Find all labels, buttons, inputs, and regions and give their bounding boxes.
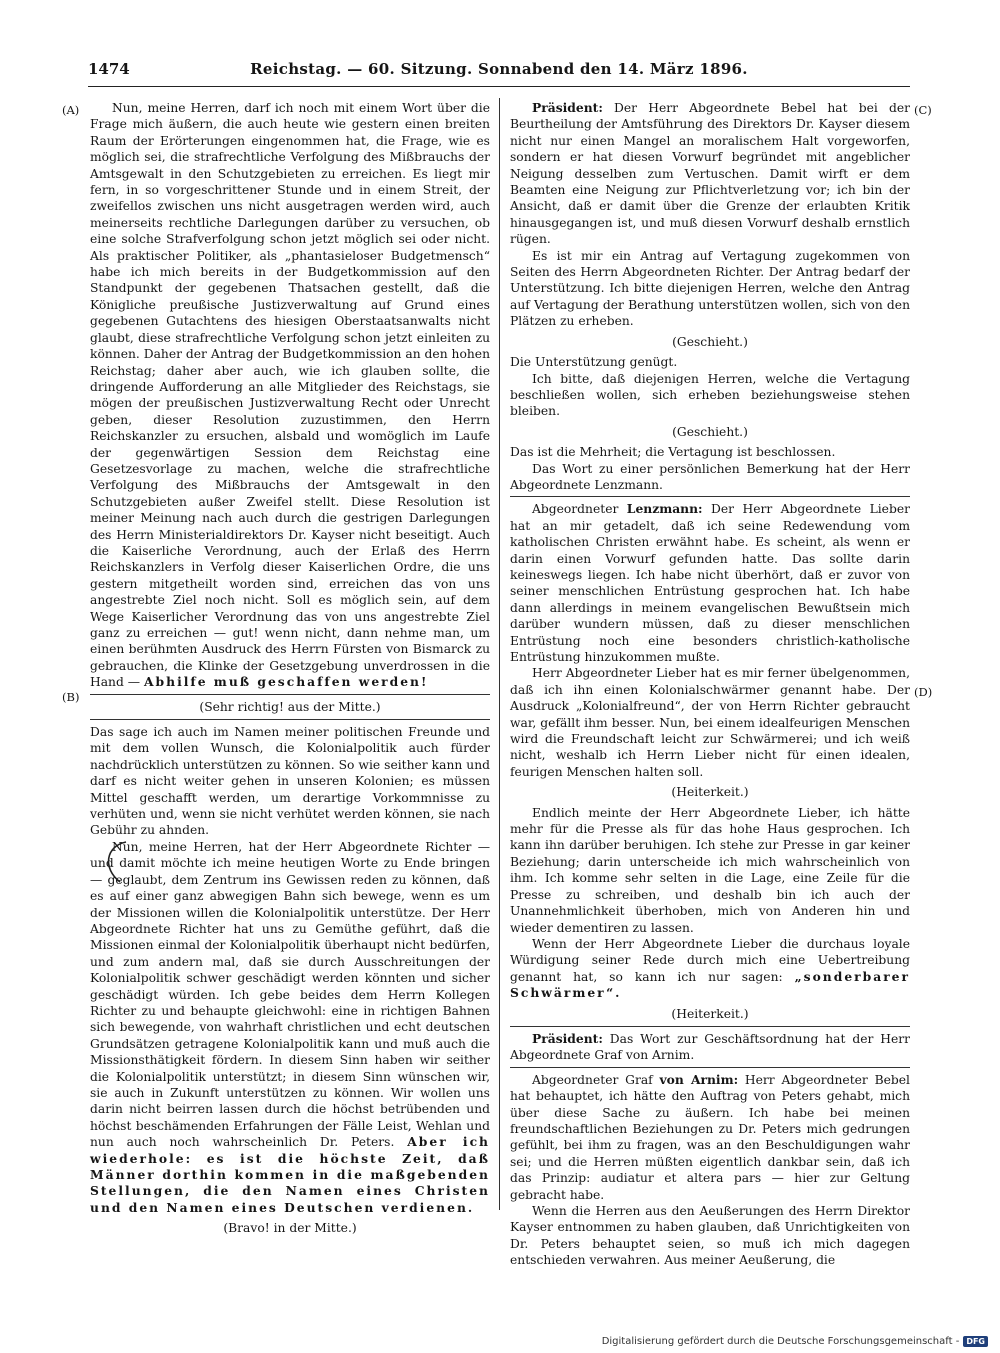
paragraph: Das ist die Mehrheit; die Vertagung ist beschlossen. [510, 445, 836, 460]
paragraph: Endlich meinte der Herr Abgeordnete Lieber, ich hätte mehr für die Presse als für das hohe Haus gesprochen. Ich kann ihn darüber beruhigen. Ich stehe zur Presse in gar keiner Beziehung; darin unterscheide ich mich wahrscheinlich von ihm. Ich komme sehr selten in die Lage, eine Zeile für die Presse zu schreiben, und deshalb bin ich auch der Unannehmlichkeit überhoben, mich von Anderen hin und wieder dementiren zu lassen. [510, 805, 910, 935]
paragraph: Ich bitte, daß diejenigen Herren, welche die Vertagung beschließen wollen, sich erheben beziehungsweise stehen bleiben. [510, 371, 910, 419]
speaker-name: von Arnim: [659, 1071, 739, 1087]
handwritten-bracket-mark [98, 838, 138, 886]
interjection: (Sehr richtig! aus der Mitte.) [199, 699, 381, 714]
speaker-name: Lenzmann: [626, 501, 703, 517]
footer [602, 1336, 988, 1347]
speech-president: Präsident: Das Wort zur Geschäftsordnung hat der Herr Abgeordnete Graf von Arnim. [510, 1030, 910, 1063]
footer-credit: Digitalisierung gefördert durch die Deutsche Forschungsgemeinschaft - [601, 1336, 960, 1347]
interjection: (Geschieht.) [672, 424, 748, 439]
interjection: (Heiterkeit.) [671, 1006, 749, 1021]
interjection: (Heiterkeit.) [671, 785, 749, 800]
margin-mark-d: (D) [914, 685, 933, 699]
interjection: (Geschieht.) [672, 334, 748, 349]
running-head: Reichstag. — 60. Sitzung. Sonnabend den 14. März 1896. [250, 60, 748, 78]
paragraph: Das sage ich auch im Namen meiner politischen Freunde und mit dem vollen Wunsch, die Kolonialpolitik auch fürder nachdrücklich unterstützen zu können. So wie seither kann und darf es nicht weiter gehen in unseren Kolonien; es müssen Mittel geschafft werden, um derartige Vorkommnisse zu verhüten und, wenn sie nicht verhütet werden können, sie nach Gebühr zu ahnden. [90, 725, 490, 838]
separator [90, 694, 490, 695]
emphasis-text: „sonderbarer Schwärmer“. [510, 968, 910, 1001]
paragraph: Das Wort zu einer persönlichen Bemerkung hat der Herr Abgeordnete Lenzmann. [510, 461, 910, 492]
margin-mark-b: (B) [62, 690, 80, 704]
speech-president: Präsident: Der Herr Abgeordnete Bebel hat bei der Beurtheilung der Amtsführung des Direktors Dr. Kayser diesem nicht nur einen Mangel an moralischem Halt vorgeworfen, sondern er hat diesen Vorwurf begründet mit angeblicher Neigung desselben zum Vertuschen. Damit wirft er dem Beamten eine Neigung zur Pflichtverletzung vor; ich bin der Ansicht, daß er damit über die Grenze der erlaubten Kritik hinausgegangen ist, und muß diesen Vorwurf deshalb ernstlich rügen. [510, 100, 910, 247]
speaker-name: Präsident: [532, 100, 603, 115]
speech-von-arnim: Abgeordneter Graf von Arnim: Herr Abgeordneter Bebel hat behauptet, ich hätte den Auftrag von Peters gehabt, mich über diese Sache zu äußern. Ich habe bei meinen freundschaftlichen Beziehungen zu Dr. Peters mich gedrungen gefühlt, bei ihm zu fragen, was an den Beschuldigungen wahr sei; und die Herren müßten eigentlich dankbar sein, daß ich das Prinzip: audiatur et altera pars — hier zur Geltung gebracht habe. [510, 1071, 910, 1202]
left-column [90, 100, 490, 1236]
interjection: (Bravo! in der Mitte.) [223, 1221, 357, 1236]
paragraph: Wenn der Herr Abgeordnete Lieber die durchaus loyale Würdigung seiner Rede durch mich eine Uebertreibung genannt hat, so kann ich nur sagen: „sonderbarer Schwärmer“. [510, 936, 910, 1001]
speaker-name: Präsident: [532, 1030, 603, 1046]
separator [510, 1026, 910, 1027]
paragraph: Wenn die Herren aus den Aeußerungen des Herrn Direktor Kayser entnommen zu haben glauben, daß Unrichtigkeiten von Dr. Peters behauptet seien, so muß ich mich dagegen entschieden verwahren. Aus meiner Aeußerung, die [510, 1204, 910, 1268]
paragraph: Nun, meine Herren, hat der Herr Abgeordnete Richter — und damit möchte ich meine heutigen Worte zu Ende bringen — geglaubt, dem Zentrum ins Gewissen reden zu können, daß es auf einer ganz abwegigen Bahn sich bewege, wenn es um der Missionen willen die Kolonialpolitik unterstütze. Der Herr Abgeordnete Richter hat uns zu Gemüthe geführt, daß die Missionen einmal der Kolonialpolitik überhaupt nicht bedürfen, und zum andern mal, daß sie durch Ausschreitungen der Kolonialpolitik schwer geschädigt werden könnten und sicher geschädigt würden. Ich gebe beides dem Herrn Kollegen Richter zu und behaupte gleichwohl: eine in richtigen Bahnen sich bewegende, von wahrhaft christlichen und echt deutschen Grundsätzen getragene Kolonialpolitik kann und muß auch die Missionsthätigkeit fördern. In diesem Sinn haben wir seither die Kolonialpolitik unterstützt; in diesem Sinn wünschen wir, sie auch in Zukunft unterstützen zu können. Wir wollen uns darin nicht beirren lassen durch die höchst betrübenden und höchst beschämenden Erfahrungen der Fälle Leist, Wehlan und nun auch noch wahrscheinlich Dr. Peters. Aber ich wiederhole: es ist die höchste Zeit, daß Männer dorthin kommen in die maßgebenden Stellungen, die den Namen eines Christen und den Namen eines Deutschen verdienen. [90, 839, 490, 1215]
dfg-logo: DFG [963, 1336, 988, 1347]
separator [90, 719, 490, 720]
paragraph: Nun, meine Herren, darf ich noch mit einem Wort über die Frage mich äußern, die auch heute wie gestern einen breiten Raum der Erörterungen eingenommen hat, die Frage, wie es möglich sei, die strafrechtliche Verfolgung des Mißbrauchs der Amtsgewalt in den Schutzgebieten zu erreichen. Es liegt mir fern, in so vorgeschrittener Stunde und in einem Streit, der zweifellos zwischen uns nicht ausgetragen werden wird, auch meinerseits rechtliche Darlegungen darüber zu versuchen, ob eine solche Strafverfolgung schon jetzt möglich sei oder nicht. Als praktischer Politiker, als „phantasieloser Budgetmensch“ habe ich mich bereits in der Budgetkommission auf den Standpunkt der gegebenen Thatsachen gestellt, daß die Königliche preußische Justizverwaltung auf Grund eines gegebenen Gutachtens des hiesigen Oberstaatsanwalts nicht glaubt, diese strafrechtliche Verfolgung schon jetzt einleiten zu können. Daher der Antrag der Budgetkommission an den hohen Reichstag; daher aber auch, wie ich glauben sollte, die dringende Aufforderung an alle Mitglieder des Reichstags, sie mögen der preußischen Justizverwaltung Recht oder Unrecht geben, dieser Resolution zuzustimmen, den Herrn Reichskanzler zu ersuchen, alsbald und womöglich im Laufe der gegenwärtigen Session dem Reichstag eine Gesetzesvorlage zu machen, welche die strafrechtliche Verfolgung des Mißbrauchs der Amtsgewalt in den Schutzgebieten außer Zweifel stellt. Diese Resolution ist meiner Meinung nach auch durch die gestrigen Darlegungen des Herrn Ministerialdirektors Dr. Kayser nicht beseitigt. Auch die Kaiserliche Verordnung, auch der Erlaß des Herrn Reichskanzlers in Verfolg dieser Kaiserlichen Ordre, die uns gestern mitgetheilt worden sind, erreichen das von uns angestrebte Ziel noch nicht. Soll es möglich sein, auf dem Wege Kaiserlicher Verordnung das von uns angestrebte Ziel ganz zu erreichen — gut! wenn nicht, dann nehme man, um einen berühmten Ausdruck des Herrn Fürsten von Bismarck zu gebrauchen, die Klinke der Gesetzgebung unverdrossen in die Hand — Abhilfe muß geschaffen werden! [90, 101, 490, 690]
separator [510, 1067, 910, 1068]
page-header [88, 58, 910, 87]
paragraph: Die Unterstützung genügt. [510, 355, 678, 370]
speech-lenzmann: Abgeordneter Lenzmann: Der Herr Abgeordnete Lieber hat an mir getadelt, daß ich seine Redewendung vom katholischen Christen erwähnt habe. Es scheint, als wenn er darin einen Vorwurf gefunden hatte. Das sollte darin keineswegs liegen. Ich habe nicht überhört, daß er zuvor von seiner menschlichen Entrüstung gesprochen hat. Ich habe dann allerdings in meinem evangelischen Bewußtsein mich darüber wundern müssen, daß zu dieser menschlichen Entrüstung noch eine besonders christlich-katholische Entrüstung hinzukommen mußte. [510, 501, 910, 664]
column-divider [499, 98, 500, 1210]
emphasis-text: Abhilfe muß geschaffen werden! [143, 674, 429, 690]
margin-mark-a: (A) [62, 103, 80, 117]
paragraph: Es ist mir ein Antrag auf Vertagung zugekommen von Seiten des Herrn Abgeordneten Richter. Der Antrag bedarf der Unterstützung. Ich bitte diejenigen Herren, welche den Antrag auf Vertagung der Berathung unterstützen wollen, sich von den Plätzen zu erheben. [510, 248, 910, 329]
paragraph: Herr Abgeordneter Lieber hat es mir ferner übelgenommen, daß ich ihn einen Kolonialschwärmer genannt habe. Der Ausdruck „Kolonialfreund“, der von Herrn Richter gebraucht war, gefällt ihm besser. Nun, bei einem idealfeurigen Menschen wird die Freundschaft leicht zur Schwärmerei; und ich weiß nicht, weshalb ich Herrn Lieber nicht für einen idealen, feurigen Menschen halten soll. [510, 666, 910, 779]
margin-mark-c: (C) [914, 103, 932, 117]
emphasis-text: Aber ich wiederhole: es ist die höchste Zeit, daß Männer dorthin kommen in die maßgebenden Stellungen, die den Namen eines Christen und den Namen eines Deutschen verdienen. [90, 1134, 490, 1215]
separator [510, 496, 910, 497]
page-number: 1474 [88, 60, 130, 78]
right-column [510, 100, 910, 1268]
